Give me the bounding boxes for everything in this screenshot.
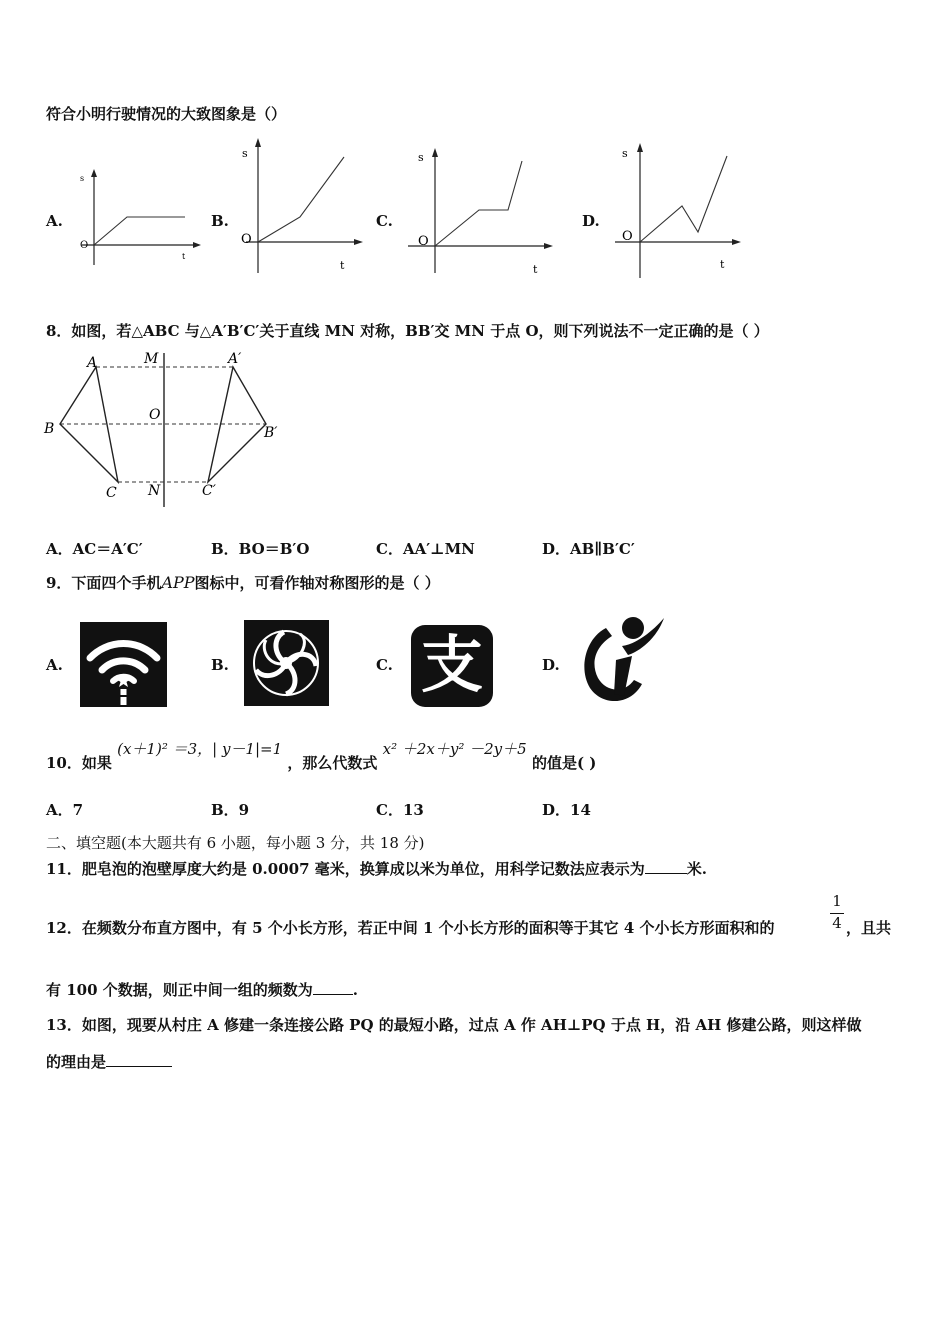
q11-tail: 米.: [686, 860, 707, 878]
point-n-label: N: [148, 483, 161, 499]
axis-t-label: t: [533, 263, 538, 275]
wifi-icon: [80, 622, 167, 707]
q7-graph-b: [236, 135, 366, 275]
axis-s-label: s: [242, 147, 248, 160]
q7-option-d: D.: [582, 212, 600, 230]
q7-stem: 符合小明行驶情况的大致图象是（）: [46, 105, 287, 123]
point-b-prime-label: B′: [264, 425, 278, 441]
q8-option-c: C．AA′⊥MN: [376, 540, 475, 558]
q8-option-b: B．BO＝B′O: [211, 540, 310, 558]
q7-option-b: B.: [211, 212, 229, 230]
q12-fraction-denominator: 4: [832, 914, 842, 932]
q12-line-1-tail: ，且共: [846, 919, 892, 937]
point-o-label: O: [149, 407, 161, 423]
origin-label: O: [418, 234, 429, 249]
q8-stem: 8．如图，若△ABC 与△A′B′C′关于直线 MN 对称，BB′交 MN 于点 O，则下列说法不一定正确的是（ ）: [46, 322, 769, 340]
q9-stem-suffix: 图标中，可看作轴对称图形的是（ ）: [194, 574, 440, 592]
axis-s-label: s: [622, 147, 628, 160]
q12-line-1: [46, 917, 775, 938]
q9-option-c: C.: [376, 656, 393, 674]
q8-symmetry-figure: [40, 345, 300, 510]
q9-option-a: A.: [46, 656, 63, 674]
q9-stem-prefix: 9．下面四个手机: [46, 574, 162, 592]
section-2-title: 二、填空题(本大题共有 6 小题，每小题 3 分，共 18 分): [46, 834, 425, 852]
q7-option-c: C.: [376, 212, 393, 230]
q10-condition: (x＋1)² ＝3，| y－1|=1: [117, 740, 283, 758]
point-c-label: C: [106, 485, 117, 501]
q10-suffix: 的值是( ): [531, 754, 597, 772]
axis-t-label: t: [720, 258, 725, 271]
q11-answer-blank[interactable]: [645, 859, 687, 874]
axis-s-label: s: [80, 174, 85, 183]
point-m-label: M: [144, 351, 159, 367]
q12-text: 12．在频数分布直方图中，有 5 个小长方形，若正中间 1 个小长方形的面积等于其它 4 个小长方形面积和的: [46, 919, 775, 937]
axis-t-label: t: [182, 252, 186, 261]
runner-logo-icon: [576, 610, 671, 710]
point-b-label: B: [44, 421, 55, 437]
q9-stem-app: APP: [161, 573, 195, 592]
q10-expression: x² ＋2x＋y² －2y＋5: [382, 740, 527, 758]
q10-option-b: B．9: [211, 801, 250, 819]
point-c-prime-label: C′: [202, 483, 216, 499]
q7-graph-c: [400, 145, 560, 275]
point-a-label: A: [87, 355, 98, 371]
origin-label: O: [80, 240, 89, 251]
alipay-glyph: 支: [420, 628, 483, 701]
axis-s-label: s: [418, 151, 424, 164]
q13-line-1: 13．如图，现要从村庄 A 修建一条连接公路 PQ 的最短小路，过点 A 作 AH⊥PQ 于点 H，沿 AH 修建公路，则这样做: [46, 1016, 862, 1034]
q11-text: 11．肥皂泡的泡壁厚度大约是 0.0007 毫米，换算成以米为单位，用科学记数法应表示为: [46, 860, 645, 878]
q12-answer-blank[interactable]: [313, 980, 353, 995]
q13-line-2-text: 的理由是: [46, 1053, 107, 1071]
q7-graph-a: [72, 165, 202, 270]
q7-graph-d: [610, 140, 750, 280]
q13-answer-blank[interactable]: [106, 1052, 172, 1067]
alipay-icon: [411, 625, 493, 707]
axis-t-label: t: [340, 259, 345, 272]
origin-label: O: [241, 232, 252, 247]
origin-label: O: [622, 229, 633, 244]
q13-line-2: [46, 1051, 172, 1072]
point-a-prime-label: A′: [228, 351, 242, 367]
q12-line-2: [46, 979, 358, 1000]
q8-option-a: A．AC＝A′C′: [46, 540, 143, 558]
swirl-icon: [244, 620, 329, 706]
q10-option-c: C．13: [376, 801, 424, 819]
q12-line-2-tail: .: [352, 981, 358, 999]
q11-stem: [46, 858, 707, 879]
q10-middle: ，那么代数式: [287, 754, 378, 772]
q9-stem: [46, 572, 440, 593]
q10-stem: [46, 742, 596, 778]
q7-option-a: A.: [46, 212, 63, 230]
q12-fraction-numerator: 1: [832, 892, 842, 910]
q10-option-d: D．14: [542, 801, 591, 819]
q10-option-a: A．7: [46, 801, 84, 819]
q10-prefix: 10．如果: [46, 754, 112, 772]
q9-option-b: B.: [211, 656, 229, 674]
q12-line-2-text: 有 100 个数据，则正中间一组的频数为: [46, 981, 313, 999]
q9-option-d: D.: [542, 656, 560, 674]
q8-option-d: D．AB∥B′C′: [542, 540, 635, 558]
